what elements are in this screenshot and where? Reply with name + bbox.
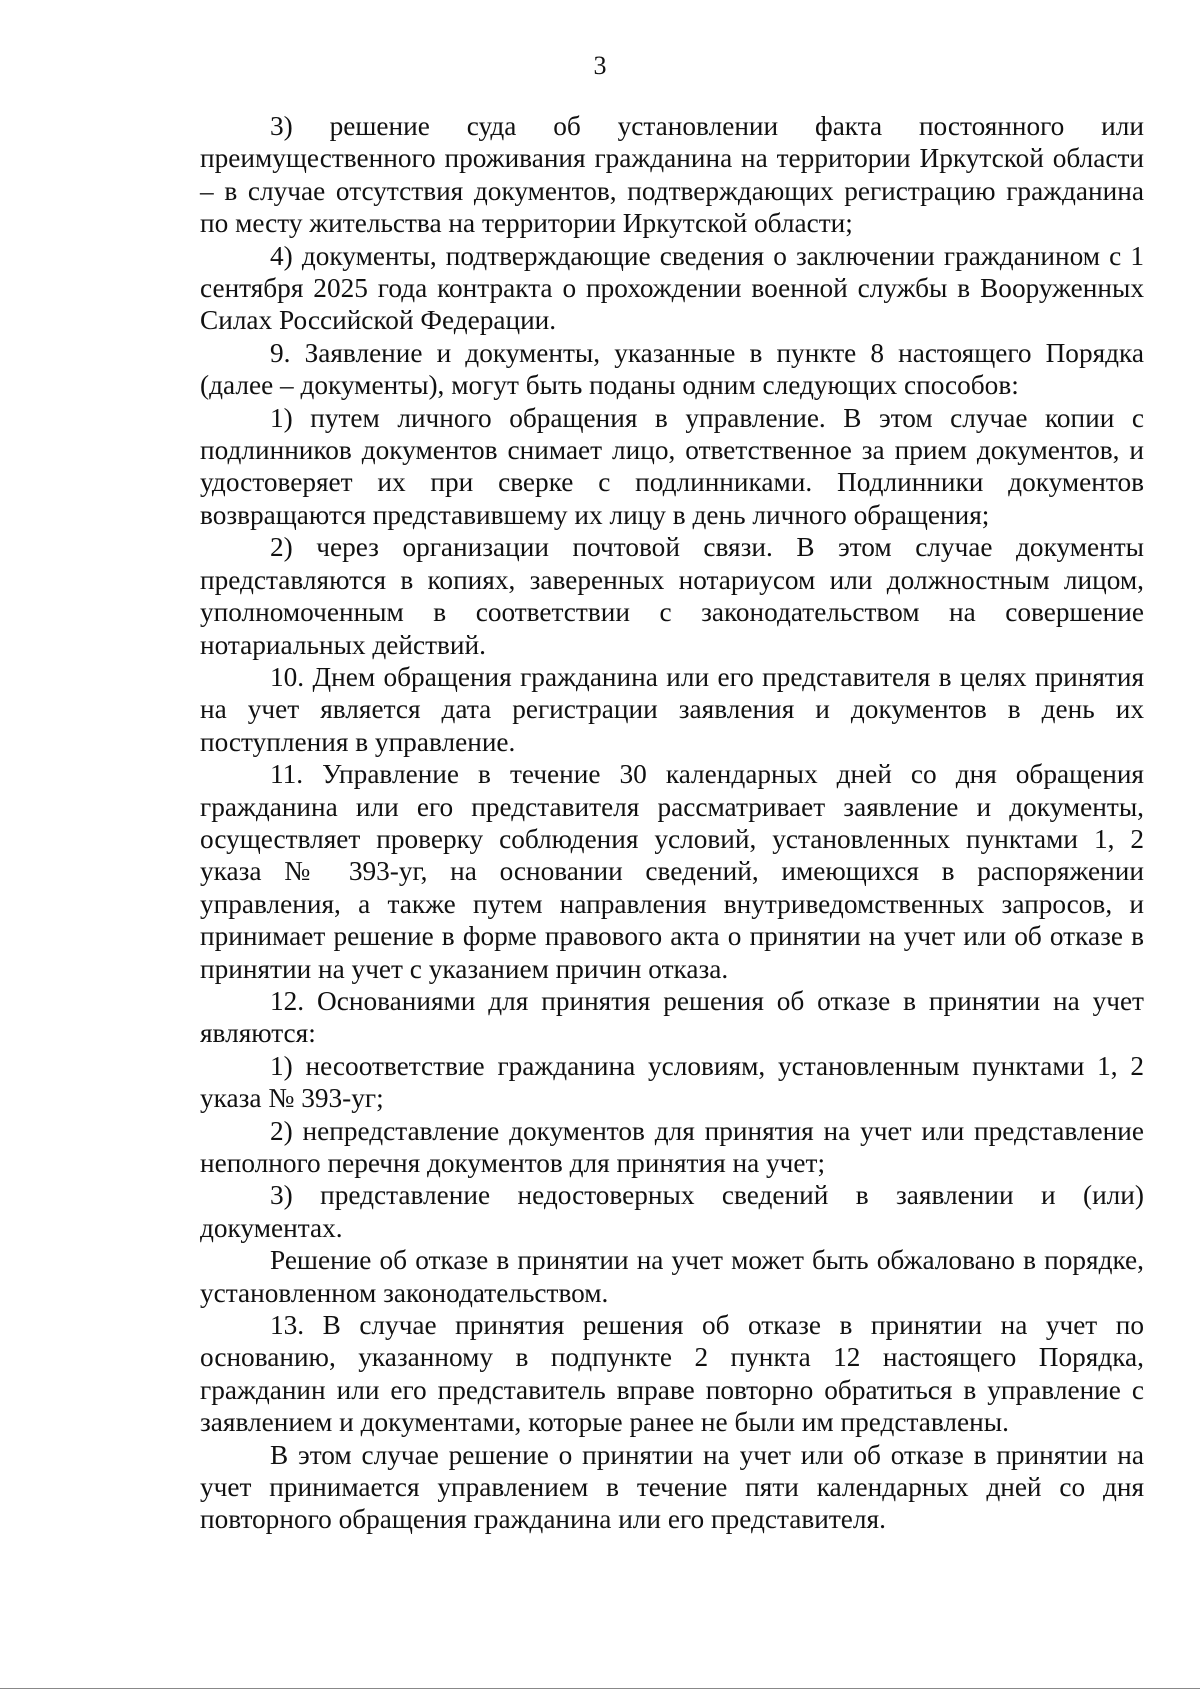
paragraph-9-2: 2) через организации почтовой связи. В этом случае документы представляются в копиях, заверенных нотариусом или должностным лицом, уполномоченным в соответствии с законодательством на совершение нотариальных действий. <box>200 532 1144 660</box>
paragraph-12: 12. Основаниями для принятия решения об отказе в принятии на учет являются: <box>200 985 1144 1049</box>
paragraph-9: 9. Заявление и документы, указанные в пункте 8 настоящего Порядка (далее – документы), могут быть поданы одним следующих способов: <box>200 337 1144 401</box>
bottom-rule <box>0 1688 1200 1689</box>
paragraph-12-3: 3) представление недостоверных сведений в заявлении и (или) документах. <box>200 1180 1144 1243</box>
paragraph-11: 11. Управление в течение 30 календарных дней со дня обращения гражданина или его представителя рассматривает заявление и документы, осуществляет проверку соблюдения условий, установленных пунктами 1, 2 указа № 393-уг, на основании сведений, имеющихся в распоряжении управления, а также путем направления внутриведомственных запросов, и принимает решение в форме правового акта о принятии на учет или об отказе в принятии на учет с указанием причин отказа. <box>200 759 1144 984</box>
paragraph-8-4: 4) документы, подтверждающие сведения о заключении гражданином с 1 сентября 2025 года контракта о прохождении военной службы в Вооруженных Силах Российской Федерации. <box>200 240 1144 336</box>
page-number: 3 <box>593 51 607 80</box>
paragraph-8-3: 3) решение суда об установлении факта постоянного или преимущественного проживания гражданина на территории Иркутской области – в случае отсутствия документов, подтверждающих регистрацию гражданина по месту жительства на территории Иркутской области; <box>200 111 1144 239</box>
paragraph-9-1: 1) путем личного обращения в управление. В этом случае копии с подлинников документов снимает лицо, ответственное за прием документов, и удостоверяет их при сверке с подлинниками. Подлинники документов возвращаются представившему их лицу в день личного обращения; <box>200 402 1144 530</box>
paragraph-10: 10. Днем обращения гражданина или его представителя в целях принятия на учет является дата регистрации заявления и документов в день их поступления в управление. <box>200 661 1144 757</box>
paragraph-13-repeat: В этом случае решение о принятии на учет или об отказе в принятии на учет принимается управлением в течение пяти календарных дней со дня повторного обращения гражданина или его представителя. <box>200 1439 1144 1535</box>
paragraph-13: 13. В случае принятия решения об отказе в принятии на учет по основанию, указанному в подпункте 2 пункта 12 настоящего Порядка, гражданин или его представитель вправе повторно обратиться в управление с заявлением и документами, которые ранее не были им представлены. <box>200 1310 1144 1438</box>
document-body <box>200 110 1144 1536</box>
paragraph-12-appeal: Решение об отказе в принятии на учет может быть обжаловано в порядке, установленном законодательством. <box>200 1245 1144 1308</box>
paragraph-12-2: 2) непредставление документов для принятия на учет или представление неполного перечня документов для принятия на учет; <box>200 1115 1144 1178</box>
paragraph-12-1: 1) несоответствие гражданина условиям, установленным пунктами 1, 2 указа № 393-уг; <box>200 1050 1144 1114</box>
